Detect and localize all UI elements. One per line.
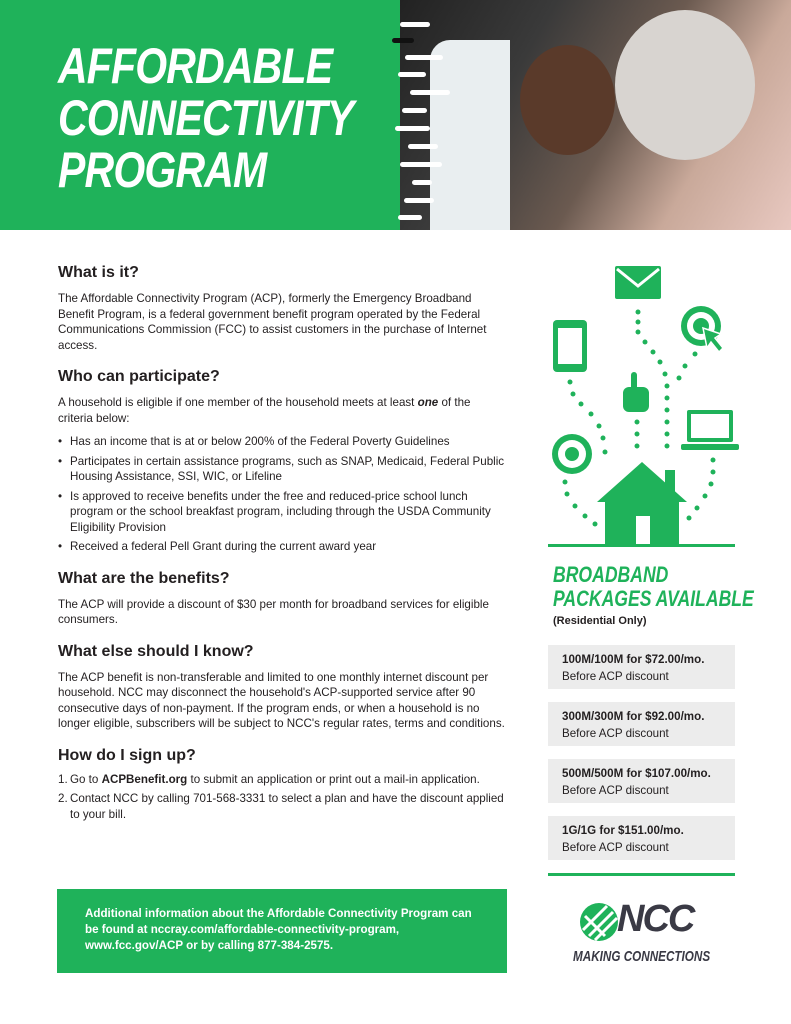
package-card bbox=[548, 759, 735, 803]
else-body: The ACP benefit is non-transferable and limited to one monthly internet discount per household. NCC may disconnect the household's ACP-supported service after 90 consecutive days of non-payment. If the program ends, or when a household is no longer eligible, subscribers will be subject to NCC's regular rates, terms and conditions. bbox=[58, 670, 505, 730]
list-item: • Received a federal Pell Grant during the current award year bbox=[58, 539, 508, 555]
packages-panel bbox=[548, 544, 754, 876]
who-intro bbox=[58, 395, 508, 426]
title-line: BROADBAND bbox=[553, 562, 669, 587]
additional-info-box: Additional information about the Affordable Connectivity Program can be found at nccray.com/affordable-connectivity-program, www.fcc.gov/ACP or by calling 877-384-2575. bbox=[57, 889, 507, 973]
hero-photo bbox=[400, 0, 791, 230]
text: of the criteria below: bbox=[58, 396, 471, 425]
main-content bbox=[58, 263, 508, 826]
hand-pointer-icon bbox=[623, 372, 649, 412]
package-note: Before ACP discount bbox=[562, 670, 669, 683]
list-item: • Participates in certain assistance programs, such as SNAP, Medicaid, Federal Public Housing Assistance, SSI, WIC, or Lifeline bbox=[58, 454, 508, 485]
text: to submit an application or print out a mail-in application. bbox=[187, 772, 480, 786]
packages-subtitle: (Residential Only) bbox=[553, 615, 647, 627]
package-card bbox=[548, 702, 735, 746]
connectivity-illustration bbox=[545, 262, 740, 547]
heading-else: What else should I know? bbox=[58, 642, 254, 660]
girl-figure bbox=[520, 45, 615, 155]
list-item bbox=[58, 772, 508, 788]
package-card bbox=[548, 816, 735, 860]
ncc-logo-mark-icon bbox=[579, 902, 619, 942]
text: A household is eligible if one member of the household meets at least bbox=[58, 396, 418, 409]
divider bbox=[548, 544, 735, 547]
packages-title bbox=[553, 562, 754, 611]
list-item: • Is approved to receive benefits under the free and reduced-price school lunch program or the school breakfast program, including through the USDA Community Eligibility Provision bbox=[58, 489, 508, 536]
house-icon bbox=[597, 462, 687, 544]
grandmother-figure bbox=[615, 10, 755, 160]
package-plan: 500M/500M for $107.00/mo. bbox=[562, 767, 711, 780]
package-note: Before ACP discount bbox=[562, 727, 669, 740]
text: Contact NCC by calling 701-568-3331 to select a plan and have the discount applied to your bill. bbox=[70, 792, 504, 821]
laptop-icon bbox=[681, 410, 739, 450]
title-line: PROGRAM bbox=[58, 142, 267, 198]
package-plan: 1G/1G for $151.00/mo. bbox=[562, 824, 684, 837]
text: Go to bbox=[70, 772, 102, 786]
title-line: PACKAGES AVAILABLE bbox=[553, 586, 754, 611]
package-note: Before ACP discount bbox=[562, 841, 669, 854]
heading-benefits: What are the benefits? bbox=[58, 569, 230, 587]
globe-icon bbox=[552, 434, 592, 474]
what-body: The Affordable Connectivity Program (ACP), formerly the Emergency Broadband Benefit Program, is a federal government benefit program operated by the Federal Communications Commission (FCC) to assist customers in the purchase of Internet access. bbox=[58, 292, 487, 352]
ncc-wordmark: NCC bbox=[617, 898, 694, 940]
title-line: CONNECTIVITY bbox=[58, 90, 354, 146]
package-card bbox=[548, 645, 735, 689]
heading-what: What is it? bbox=[58, 264, 139, 281]
step-number: 2. bbox=[58, 792, 68, 805]
ncc-tagline: MAKING CONNECTIONS bbox=[573, 948, 711, 965]
laptop-screen bbox=[430, 40, 510, 230]
step-number: 1. bbox=[58, 772, 68, 786]
page-title bbox=[58, 40, 353, 196]
list-item bbox=[58, 791, 508, 822]
header-banner bbox=[0, 0, 791, 230]
emphasis: one bbox=[417, 396, 439, 409]
package-plan: 300M/300M for $92.00/mo. bbox=[562, 710, 705, 723]
package-note: Before ACP discount bbox=[562, 784, 669, 797]
criteria-list bbox=[58, 434, 508, 555]
package-plan: 100M/100M for $72.00/mo. bbox=[562, 653, 705, 666]
heading-who: Who can participate? bbox=[58, 368, 220, 385]
phone-icon bbox=[553, 320, 587, 372]
divider bbox=[548, 873, 735, 876]
signup-steps bbox=[58, 772, 508, 823]
acp-benefit-link[interactable]: ACPBenefit.org bbox=[101, 772, 188, 786]
heading-signup: How do I sign up? bbox=[58, 746, 196, 764]
title-line: AFFORDABLE bbox=[58, 38, 333, 94]
list-item: • Has an income that is at or below 200% of the Federal Poverty Guidelines bbox=[58, 434, 508, 450]
envelope-icon bbox=[615, 266, 661, 299]
target-click-icon bbox=[681, 306, 723, 352]
benefits-body: The ACP will provide a discount of $30 per month for broadband services for eligible consumers. bbox=[58, 597, 489, 626]
